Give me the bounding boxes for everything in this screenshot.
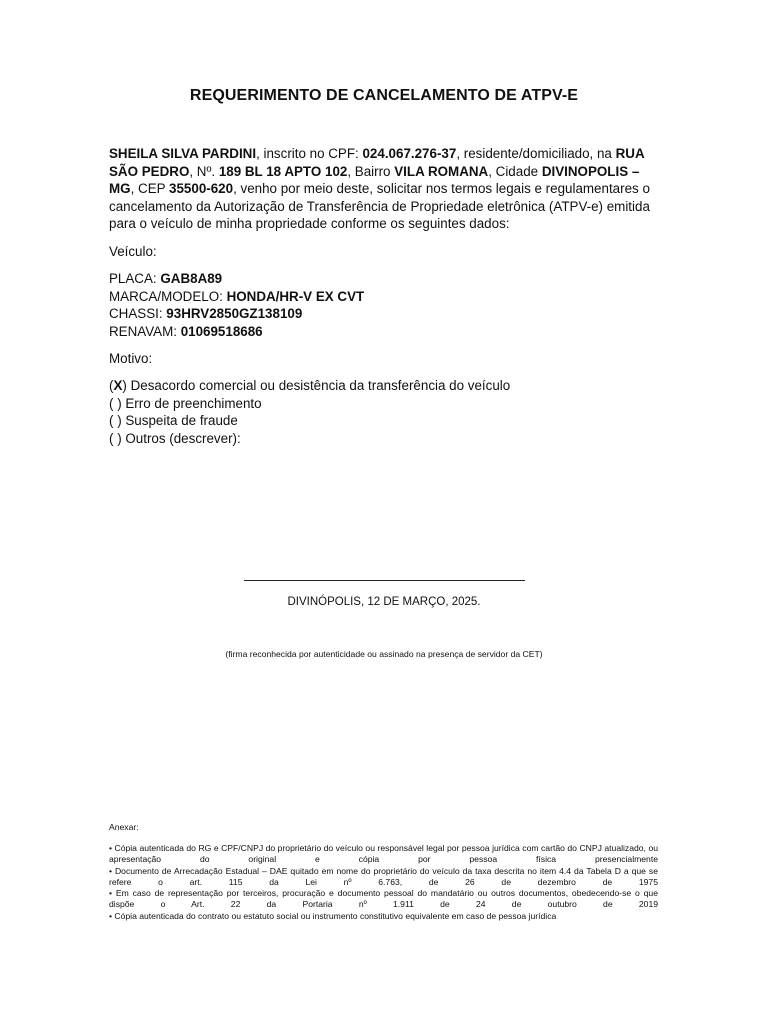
cpf-value: 024.067.276-37 <box>362 146 457 161</box>
signature-line <box>244 580 525 581</box>
requester-name: SHEILA SILVA PARDINI <box>109 146 257 161</box>
signature-note: (firma reconhecida por autenticidade ou assinado na presença de servidor da CET) <box>225 649 543 659</box>
checkbox-open: ( <box>109 395 118 411</box>
checkbox-close: ) <box>122 378 131 393</box>
chassi-line <box>109 305 659 323</box>
motivo-option-text: Erro de preenchimento <box>125 395 262 411</box>
checkbox-mark: X <box>113 378 123 393</box>
checkbox-open: ( <box>109 413 118 428</box>
renavam-value: 01069518686 <box>180 323 263 339</box>
motivo-option-text: Suspeita de fraude <box>125 413 238 428</box>
checkbox-close: ) <box>117 430 126 446</box>
intro-text-2: , residente/domiciliado, na <box>456 146 616 161</box>
cep-value: 35500-620 <box>169 181 234 196</box>
motivo-option <box>109 395 659 413</box>
intro-text-5: , Cidade <box>488 163 542 179</box>
motivo-options <box>109 377 659 447</box>
marca-label: MARCA/MODELO: <box>109 288 227 304</box>
checkbox-open: ( <box>109 430 118 446</box>
marca-value: HONDA/HR-V EX CVT <box>226 288 365 304</box>
city-value: DIVINOPOLIS – MG <box>109 163 640 196</box>
document-title: REQUERIMENTO DE CANCELAMENTO DE ATPV-E <box>189 87 579 104</box>
motivo-option-text: Outros (descrever): <box>125 430 241 446</box>
placa-label: PLACA: <box>109 271 161 286</box>
anexar-label: Anexar: <box>109 822 139 832</box>
checkbox-close: ) <box>117 413 126 428</box>
motivo-option <box>109 377 659 395</box>
motivo-option <box>109 430 659 448</box>
district-value: VILA ROMANA <box>394 163 489 179</box>
anexar-item: • Cópia autenticada do RG e CPF/CNPJ do proprietário do veículo ou responsável legal por pessoa jurídica com cartão do CNPJ atualizado, ou apresentação do original e cópia por pessoa física presencialmente <box>109 843 658 865</box>
motivo-option-text: Desacordo comercial ou desistência da transferência do veículo <box>130 378 511 393</box>
placa-line <box>109 270 659 288</box>
motivo-option <box>109 412 659 430</box>
intro-paragraph <box>109 145 659 233</box>
chassi-value: 93HRV2850GZ138109 <box>166 306 303 321</box>
vehicle-details <box>109 270 659 340</box>
intro-text-1: , inscrito no CPF: <box>256 146 363 161</box>
city-date: DIVINÓPOLIS, 12 DE MARÇO, 2025. <box>287 596 481 608</box>
intro-text-3: , Nº. <box>189 163 219 179</box>
anexar-item: • Cópia autenticada do contrato ou estatuto social ou instrumento constitutivo equivalente em caso de pessoa jurídica <box>109 910 557 921</box>
street-value: RUA SÃO PEDRO <box>109 146 645 179</box>
checkbox-open: ( <box>109 378 114 393</box>
intro-text-7: , venho por meio deste, solicitar nos termos legais e regulamentares o cancelamento da Autorização de Transferência de Propriedade eletrônica (ATPV-e) emitida para o veículo de minha propriedade conforme os seguintes dados: <box>109 181 650 231</box>
placa-value: GAB8A89 <box>160 271 223 286</box>
chassi-label: CHASSI: <box>109 306 167 321</box>
renavam-line <box>109 323 659 341</box>
vehicle-section-label: Veículo: <box>109 244 157 259</box>
intro-text-6: , CEP <box>130 181 170 196</box>
intro-text-4: , Bairro <box>347 163 395 179</box>
anexar-item: • Documento de Arrecadação Estadual – DAE quitado em nome do proprietário do veículo da taxa descrita no item 4.4 da Tabela D a que se refere o art. 115 da Lei nº 6.763, de 26 de dezembro de 1975 <box>109 865 658 887</box>
anexar-list <box>109 843 658 922</box>
address-number-value: 189 BL 18 APTO 102 <box>218 163 348 179</box>
anexar-item: • Em caso de representação por terceiros, procuração e documento pessoal do mandatário ou outros documentos, obedecendo-se o que dispõe o Art. 22 da Portaria nº 1.911 de 24 de outubro de 2019 <box>109 888 658 910</box>
checkbox-close: ) <box>117 395 126 411</box>
renavam-label: RENAVAM: <box>109 323 181 339</box>
marca-line <box>109 288 659 306</box>
motivo-section-label: Motivo: <box>109 351 153 366</box>
